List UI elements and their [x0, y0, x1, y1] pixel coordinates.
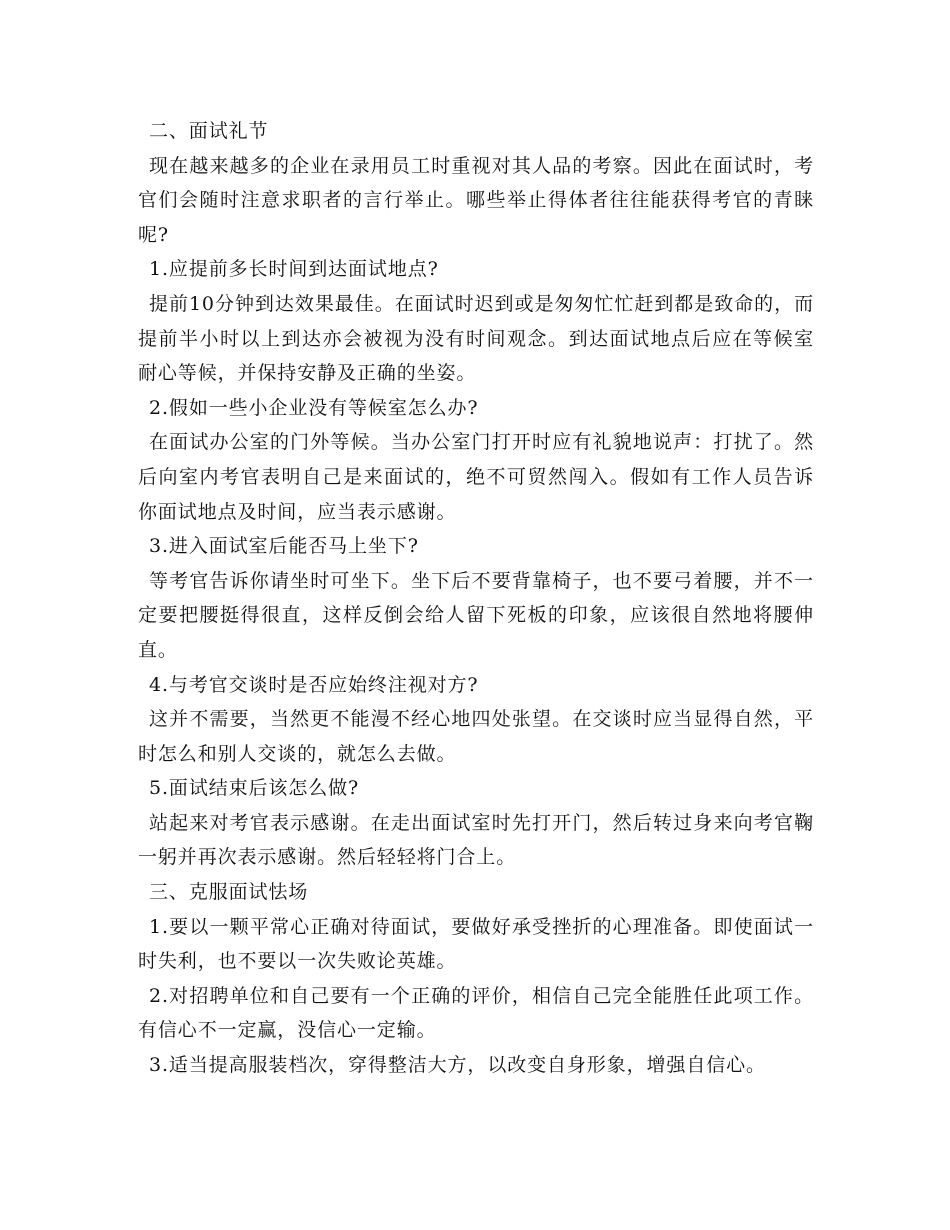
question-5: 5.面试结束后该怎么做? — [149, 777, 360, 800]
answer-3: 等考官告诉你请坐时可坐下。坐下后不要背靠椅子，也不要弓着腰，并不一定要把腰挺得很直，这样反倒会给人留下死板的印象，应该很自然地将腰伸直。 — [138, 569, 814, 661]
tip-1: 1.要以一颗平常心正确对待面试，要做好承受挫折的心理准备。即使面试一时失利，也不要以一次失败论英雄。 — [138, 915, 814, 973]
question-4: 4.与考官交谈时是否应始终注视对方? — [149, 673, 479, 696]
question-1: 1.应提前多长时间到达面试地点? — [149, 258, 439, 281]
answer-2: 在面试办公室的门外等候。当办公室门打开时应有礼貌地说声：打扰了。然后向室内考官表明自己是来面试的，绝不可贸然闯入。假如有工作人员告诉你面试地点及时间，应当表示感谢。 — [138, 431, 814, 523]
section-heading-stage-fright: 三、克服面试怯场 — [149, 881, 309, 904]
answer-5: 站起来对考官表示感谢。在走出面试室时先打开门，然后转过身来向考官鞠一躬并再次表示感谢。然后轻轻将门合上。 — [138, 811, 814, 869]
question-2: 2.假如一些小企业没有等候室怎么办? — [149, 396, 479, 419]
answer-4: 这并不需要，当然更不能漫不经心地四处张望。在交谈时应当显得自然，平时怎么和别人交谈的，就怎么去做。 — [138, 708, 814, 765]
tip-3: 3.适当提高服装档次，穿得整洁大方，以改变自身形象，增强自信心。 — [149, 1054, 766, 1077]
paragraph-intro: 现在越来越多的企业在录用员工时重视对其人品的考察。因此在面试时，考官们会随时注意求职者的言行举止。哪些举止得体者往往能获得考官的青睐呢? — [138, 154, 814, 246]
tip-2: 2.对招聘单位和自己要有一个正确的评价，相信自己完全能胜任此项工作。有信心不一定赢，没信心一定输。 — [138, 984, 814, 1042]
answer-1: 提前10分钟到达效果最佳。在面试时迟到或是匆匆忙忙赶到都是致命的，而提前半小时以上到达亦会被视为没有时间观念。到达面试地点后应在等候室耐心等候，并保持安静及正确的坐姿。 — [138, 292, 814, 385]
question-3: 3.进入面试室后能否马上坐下? — [149, 535, 419, 558]
document-page — [138, 114, 814, 1083]
section-heading-etiquette: 二、面试礼节 — [149, 120, 269, 142]
